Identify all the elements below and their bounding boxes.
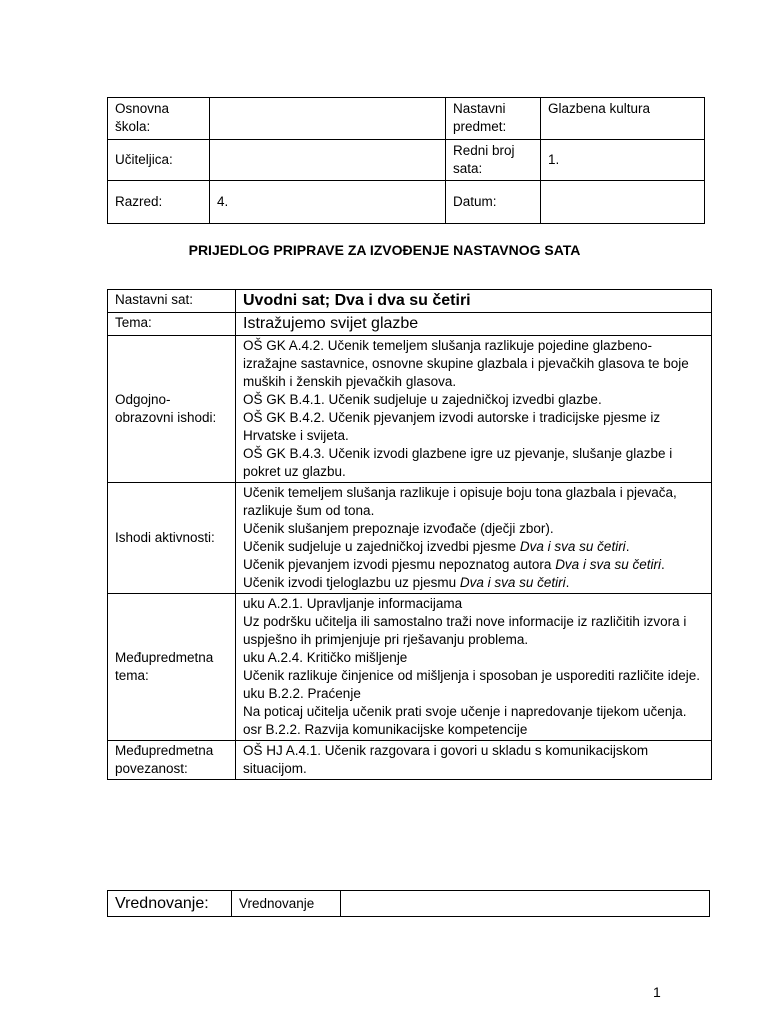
activity-item: Učenik pjevanjem izvodi pjesmu nepoznatog autora Dva i sva su četiri. <box>243 557 665 572</box>
outcome-item: OŠ GK B.4.1. Učenik sudjeluje u zajedničkoj izvedbi glazbe. <box>243 392 602 407</box>
cross-topic-list[interactable] <box>236 594 712 741</box>
lesson-number-label: Redni broj sata: <box>446 140 541 181</box>
teacher-value[interactable] <box>210 140 446 181</box>
cross-topic-item: uku A.2.4. Kritičko mišljenje <box>243 650 408 665</box>
activity-item: Učenik izvodi tjeloglazbu uz pjesmu Dva i sva su četiri. <box>243 575 570 590</box>
lesson-plan-table <box>107 289 712 780</box>
header-table <box>107 97 705 224</box>
outcome-item: OŠ GK B.4.2. Učenik pjevanjem izvodi autorske i tradicijske pjesme iz Hrvatske i svijeta. <box>243 410 661 443</box>
cross-topic-item: uku B.2.2. Praćenje <box>243 686 361 701</box>
activity-item: Učenik slušanjem prepoznaje izvođače (dječji zbor). <box>243 521 554 536</box>
teacher-label: Učiteljica: <box>108 140 210 181</box>
page-title: PRIJEDLOG PRIPRAVE ZA IZVOĐENJE NASTAVNOG SATA <box>188 242 581 258</box>
grade-value[interactable]: 4. <box>210 181 446 224</box>
school-value[interactable] <box>210 98 446 140</box>
song-title: Dva i sva su četiri <box>459 575 566 590</box>
evaluation-label: Vrednovanje: <box>108 891 232 917</box>
outcomes-list[interactable] <box>236 336 712 483</box>
cross-topic-label: Međupredmetna tema: <box>108 594 236 741</box>
date-label: Datum: <box>446 181 541 224</box>
topic-value[interactable]: Istražujemo svijet glazbe <box>236 313 712 336</box>
subject-label: Nastavni predmet: <box>446 98 541 140</box>
activity-label: Ishodi aktivnosti: <box>108 483 236 594</box>
correlation-value[interactable]: OŠ HJ A.4.1. Učenik razgovara i govori u skladu s komunikacijskom situacijom. <box>236 741 712 780</box>
cross-topic-item: Na poticaj učitelja učenik prati svoje učenje i napredovanje tijekom učenja. <box>243 704 687 719</box>
cross-topic-item: uku A.2.1. Upravljanje informacijama <box>243 596 463 611</box>
lesson-number-value[interactable]: 1. <box>541 140 705 181</box>
outcome-item: OŠ GK A.4.2. Učenik temeljem slušanja razlikuje pojedine glazbeno-izražajne sastavnice, osnovne skupine glazbala i pjevačkih glasova te boje muških i ženskih pjevačkih glasova. <box>243 338 689 389</box>
activity-list[interactable] <box>236 483 712 594</box>
song-title: Dva i sva su četiri <box>555 557 661 572</box>
cross-topic-item: osr B.2.2. Razvija komunikacijske kompetencije <box>243 722 528 737</box>
lesson-label: Nastavni sat: <box>108 290 236 313</box>
grade-label: Razred: <box>108 181 210 224</box>
lesson-value[interactable]: Uvodni sat; Dva i dva su četiri <box>236 290 712 313</box>
evaluation-table <box>107 890 710 917</box>
song-title: Dva i sva su četiri <box>519 539 626 554</box>
page-number: 1 <box>653 984 661 1000</box>
school-label: Osnovna škola: <box>108 98 210 140</box>
outcomes-label: Odgojno-obrazovni ishodi: <box>108 336 236 483</box>
cross-topic-item: Učenik razlikuje činjenice od mišljenja i sposoban je usporediti različite ideje. <box>243 668 700 683</box>
activity-item: Učenik sudjeluje u zajedničkoj izvedbi pjesme Dva i sva su četiri. <box>243 539 630 554</box>
topic-label: Tema: <box>108 313 236 336</box>
outcome-item: OŠ GK B.4.3. Učenik izvodi glazbene igre uz pjevanje, slušanje glazbe i pokret uz glazbu. <box>243 446 673 479</box>
evaluation-value[interactable] <box>341 891 710 917</box>
activity-item: Učenik temeljem slušanja razlikuje i opisuje boju tona glazbala i pjevača, razlikuje šum od tona. <box>243 485 677 518</box>
evaluation-sub-label: Vrednovanje <box>232 891 341 917</box>
date-value[interactable] <box>541 181 705 224</box>
cross-topic-item: Uz podršku učitelja ili samostalno traži nove informacije iz različitih izvora i uspješno ih primjenjuje pri rješavanju problema. <box>243 614 687 647</box>
subject-value[interactable]: Glazbena kultura <box>541 98 705 140</box>
correlation-label: Međupredmetna povezanost: <box>108 741 236 780</box>
